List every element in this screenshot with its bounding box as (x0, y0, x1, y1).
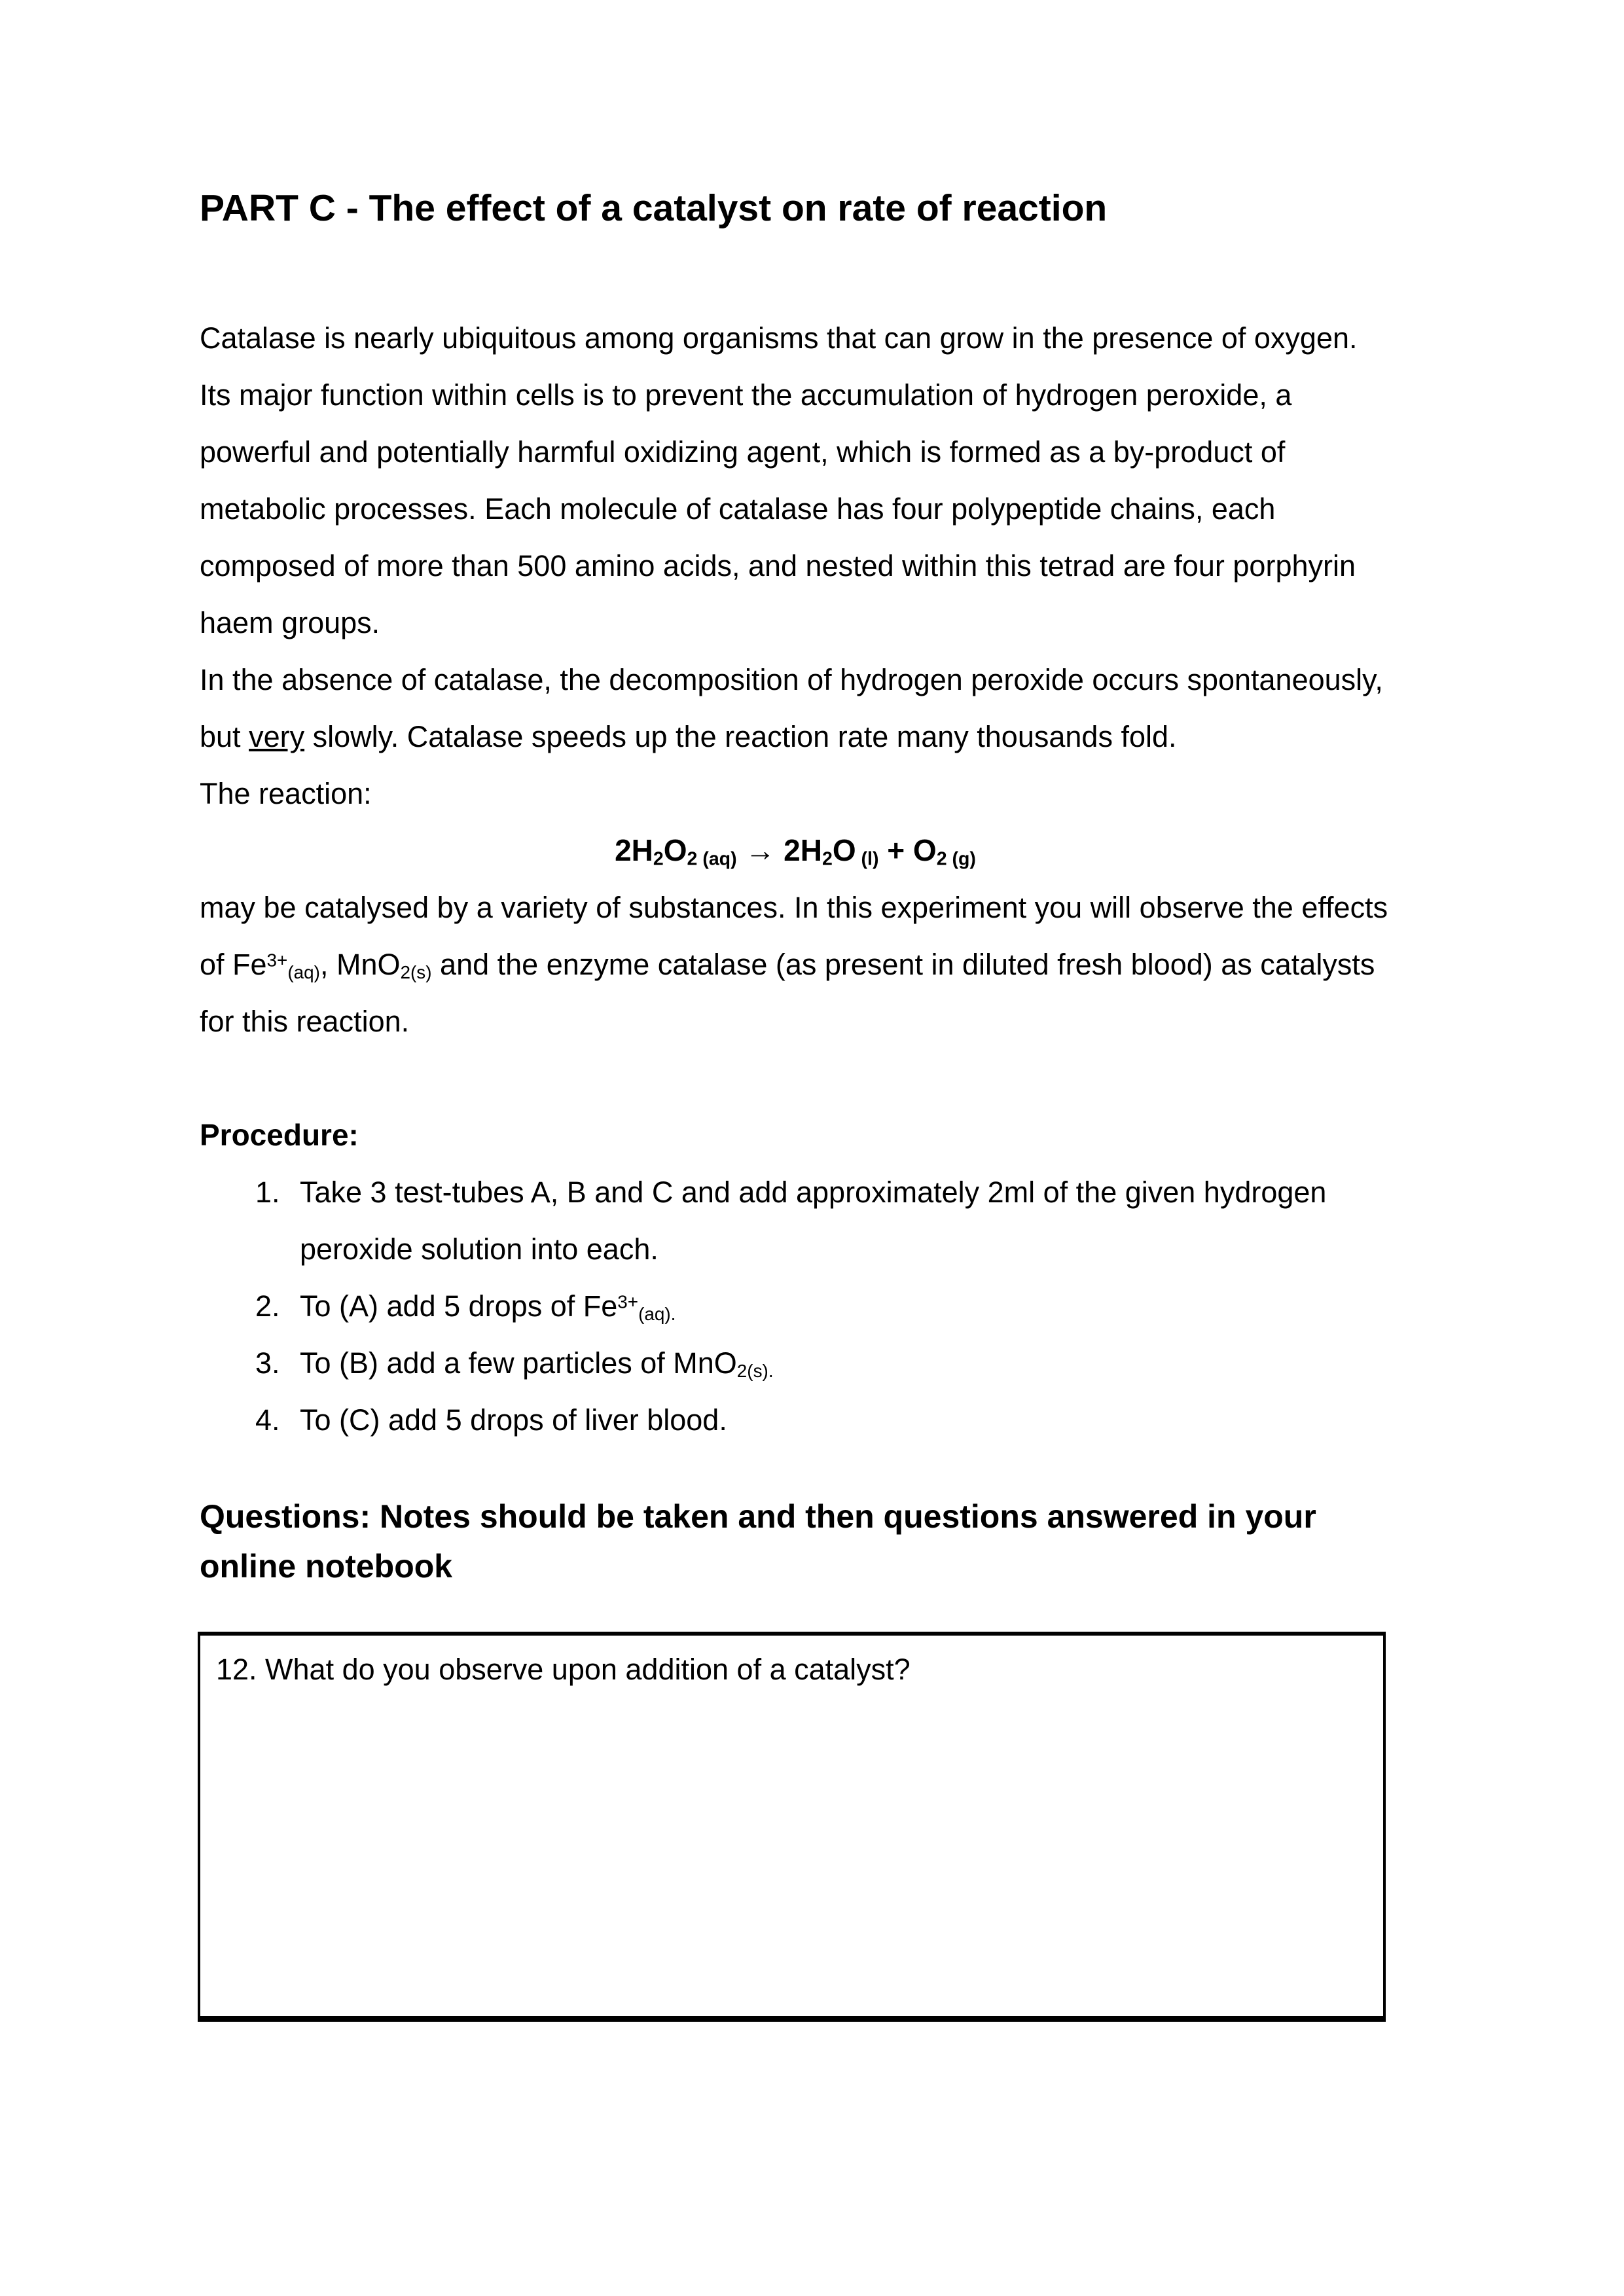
procedure-step-4-number: 4. (255, 1403, 280, 1437)
procedure-step-1 (200, 1164, 1391, 1278)
procedure-step-4 (200, 1391, 1391, 1448)
procedure-step-1-text: Take 3 test-tubes A, B and C and add approximately 2ml of the given hydrogen peroxide solution into each. (300, 1175, 1327, 1266)
procedure-step-2-text: To (A) add 5 drops of $Fe^{3+}_{(aq).}$ (300, 1289, 676, 1325)
procedure-step-4-text: To (C) add 5 drops of liver blood. (300, 1403, 727, 1437)
page-content (200, 0, 1391, 2022)
question-12-box (198, 1632, 1386, 2022)
intro-paragraph-1: Catalase is nearly ubiquitous among organisms that can grow in the presence of oxygen. Its major function within cells is to prevent the accumulation of hydrogen peroxide, a powerful and potentially harmful oxidizing agent, which is formed as a by-product of metabolic processes. Each molecule of catalase has four polypeptide chains, each composed of more than 500 amino acids, and nested within this tetrad are four porphyrin haem groups. (200, 321, 1358, 639)
questions-heading: Questions: Notes should be taken and then questions answered in your online notebook (200, 1498, 1316, 1585)
procedure-step-3-text: To (B) add a few particles of MnO$_{2(s).}$ (300, 1346, 774, 1382)
intro-paragraph-2: In the absence of catalase, the decomposition of hydrogen peroxide occurs spontaneously, but very slowly. Catalase speeds up the reaction rate many thousands fold. (200, 663, 1383, 753)
page-title: PART C - The effect of a catalyst on rate of reaction (200, 187, 1108, 229)
procedure-step-1-number: 1. (255, 1175, 280, 1209)
procedure-step-3-number: 3. (255, 1346, 280, 1380)
reaction-lead-in: The reaction: (200, 777, 372, 810)
procedure-list (200, 1164, 1391, 1448)
question-12-label: 12. What do you observe upon addition of a catalyst? (216, 1653, 911, 1686)
procedure-step-2-number: 2. (255, 1289, 280, 1323)
procedure-heading: Procedure: (200, 1118, 359, 1152)
after-equation-paragraph: may be catalysed by a variety of substances. In this experiment you will observe the effects of $Fe^{3+}_{(aq)}$, MnO$_{2(s)}$ and the enzyme catalase (as present in diluted fresh blood) as catalysts for this reaction. (200, 891, 1388, 1038)
question-12-answer-space[interactable] (216, 1698, 1367, 1979)
procedure-step-2 (200, 1278, 1391, 1335)
chemical-equation: $2H_2O_2$ $_{(aq)} \to 2H_2O$ $_{(l)} + O_2$ $_{(g)}$ (615, 833, 976, 870)
procedure-step-3 (200, 1335, 1391, 1391)
